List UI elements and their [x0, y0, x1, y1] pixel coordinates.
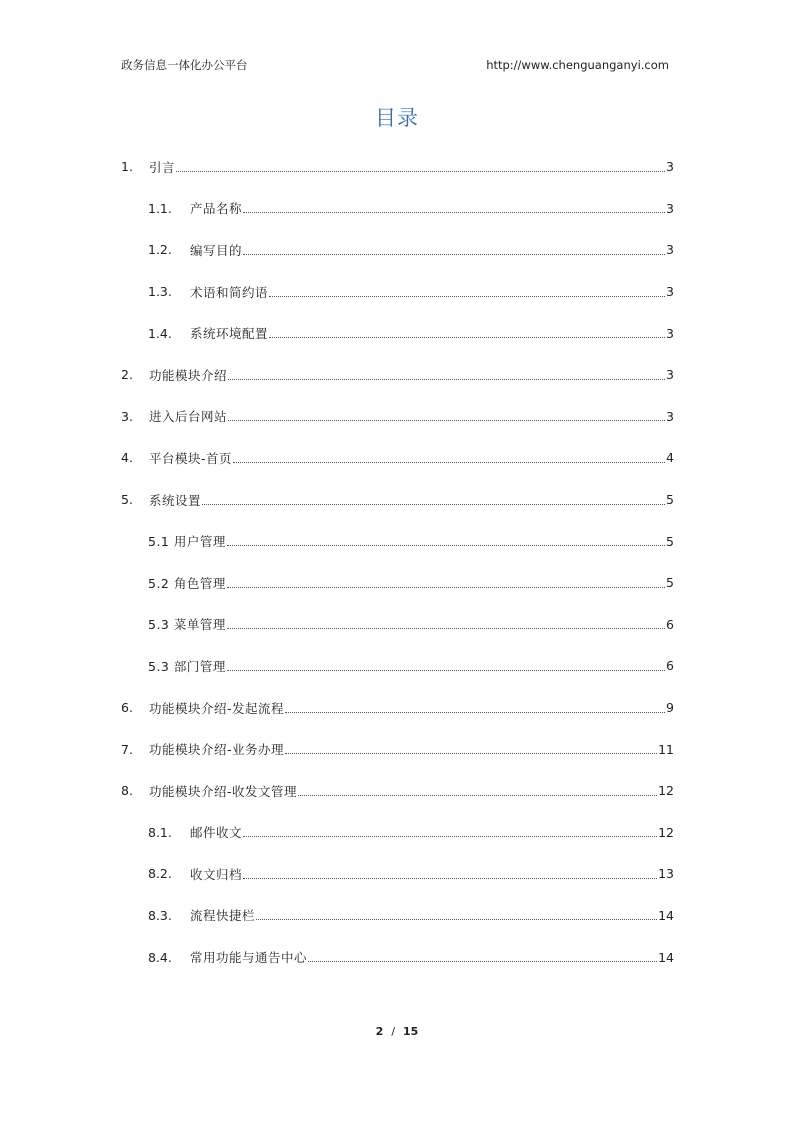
- toc-entry[interactable]: [121, 146, 674, 188]
- page-separator: /: [391, 1025, 396, 1038]
- toc-entry-page: 3: [666, 200, 674, 216]
- toc-entry[interactable]: [121, 354, 674, 396]
- toc-dot-leader: [243, 211, 665, 213]
- toc-entry-label: 5.2 角色管理: [148, 575, 226, 591]
- toc-entry-label: 编写目的: [190, 242, 243, 258]
- toc-entry-label: 产品名称: [190, 201, 243, 217]
- toc-entry[interactable]: [121, 479, 674, 521]
- toc-entry-label: 平台模块-首页: [149, 450, 233, 466]
- toc-entry-number: 6.: [121, 700, 133, 716]
- toc-entry-page: 3: [666, 325, 674, 341]
- toc-entry[interactable]: [121, 188, 674, 230]
- toc-dot-leader: [227, 669, 665, 671]
- toc-entry-page: 3: [666, 242, 674, 258]
- toc-dot-leader: [285, 711, 665, 713]
- toc-entry-number: 1.2.: [148, 242, 172, 258]
- page-header: [121, 56, 669, 74]
- toc-entry-number: 8.4.: [148, 949, 172, 965]
- toc-entry-number: 2.: [121, 367, 133, 383]
- toc-entry-number: 1.4.: [148, 325, 172, 341]
- toc-entry-label: 功能模块介绍: [149, 367, 228, 383]
- header-url[interactable]: http://www.chenguanganyi.com: [486, 58, 669, 72]
- toc-entry-page: 12: [658, 783, 674, 799]
- toc-entry[interactable]: [121, 437, 674, 479]
- toc-dot-leader: [269, 295, 665, 297]
- toc-dot-leader: [228, 419, 665, 421]
- toc-entry-page: 3: [666, 367, 674, 383]
- toc-entry-page: 6: [666, 658, 674, 674]
- toc-entry-label: 邮件收文: [190, 825, 243, 841]
- toc-entry-number: 4.: [121, 450, 133, 466]
- toc-entry[interactable]: [121, 520, 674, 562]
- toc-dot-leader: [243, 877, 657, 879]
- toc-entry[interactable]: [121, 728, 674, 770]
- toc-entry-label: 5.1 用户管理: [148, 534, 226, 550]
- toc-entry[interactable]: [121, 312, 674, 354]
- toc-dot-leader: [308, 960, 657, 962]
- toc-entry-page: 5: [666, 575, 674, 591]
- current-page-number: 2: [375, 1025, 384, 1038]
- toc-entry-number: 5.: [121, 492, 133, 508]
- toc-entry-number: 3.: [121, 408, 133, 424]
- toc-dot-leader: [243, 835, 657, 837]
- toc-entry-page: 9: [666, 700, 674, 716]
- toc-dot-leader: [228, 378, 665, 380]
- toc-entry-page: 12: [658, 824, 674, 840]
- toc-entry-page: 5: [666, 492, 674, 508]
- toc-entry-label: 引言: [149, 159, 176, 175]
- toc-entry[interactable]: [121, 936, 674, 978]
- toc-entry[interactable]: [121, 396, 674, 438]
- toc-entry-number: 1.3.: [148, 284, 172, 300]
- toc-dot-leader: [285, 752, 657, 754]
- toc-entry-label: 5.3 部门管理: [148, 658, 226, 674]
- toc-entry-page: 14: [658, 949, 674, 965]
- toc-dot-leader: [176, 170, 665, 172]
- toc-entry-label: 功能模块介绍-发起流程: [149, 700, 285, 716]
- toc-entry-label: 功能模块介绍-业务办理: [149, 742, 285, 758]
- toc-entry-page: 3: [666, 159, 674, 175]
- table-of-contents: [121, 146, 674, 978]
- toc-entry-page: 3: [666, 408, 674, 424]
- toc-entry[interactable]: [121, 853, 674, 895]
- toc-entry-label: 5.3 菜单管理: [148, 617, 226, 633]
- toc-entry-page: 6: [666, 616, 674, 632]
- toc-entry-page: 13: [658, 866, 674, 882]
- toc-dot-leader: [233, 461, 665, 463]
- toc-entry-page: 5: [666, 533, 674, 549]
- toc-title: 目录: [375, 106, 419, 130]
- toc-entry-number: 8.2.: [148, 866, 172, 882]
- toc-dot-leader: [256, 918, 657, 920]
- toc-entry-label: 功能模块介绍-收发文管理: [149, 783, 298, 799]
- toc-entry[interactable]: [121, 645, 674, 687]
- toc-entry[interactable]: [121, 271, 674, 313]
- toc-dot-leader: [243, 253, 665, 255]
- toc-dot-leader: [227, 586, 665, 588]
- toc-dot-leader: [227, 627, 665, 629]
- toc-dot-leader: [227, 544, 665, 546]
- toc-entry[interactable]: [121, 562, 674, 604]
- toc-dot-leader: [269, 336, 665, 338]
- toc-entry-page: 4: [666, 450, 674, 466]
- toc-entry-number: 1.: [121, 159, 133, 175]
- toc-entry-label: 系统环境配置: [190, 326, 269, 342]
- toc-entry[interactable]: [121, 770, 674, 812]
- toc-entry[interactable]: [121, 895, 674, 937]
- toc-entry-label: 术语和简约语: [190, 284, 269, 300]
- total-page-count: 15: [403, 1025, 419, 1038]
- toc-entry[interactable]: [121, 812, 674, 854]
- toc-entry[interactable]: [121, 687, 674, 729]
- toc-entry-label: 常用功能与通告中心: [190, 950, 308, 966]
- toc-entry-page: 11: [658, 741, 674, 757]
- toc-dot-leader: [298, 794, 657, 796]
- toc-entry-number: 8.: [121, 783, 133, 799]
- toc-entry-label: 流程快捷栏: [190, 908, 256, 924]
- toc-entry-label: 系统设置: [149, 492, 202, 508]
- toc-entry-label: 进入后台网站: [149, 409, 228, 425]
- toc-entry-label: 收文归档: [190, 866, 243, 882]
- toc-entry-page: 3: [666, 284, 674, 300]
- toc-entry-number: 8.1.: [148, 824, 172, 840]
- header-doc-title: 政务信息一体化办公平台: [121, 58, 248, 72]
- toc-entry[interactable]: [121, 229, 674, 271]
- toc-entry[interactable]: [121, 604, 674, 646]
- toc-entry-number: 1.1.: [148, 200, 172, 216]
- toc-dot-leader: [202, 503, 665, 505]
- page-footer: [0, 1025, 794, 1038]
- toc-entry-number: 8.3.: [148, 907, 172, 923]
- toc-entry-page: 14: [658, 907, 674, 923]
- toc-entry-number: 7.: [121, 741, 133, 757]
